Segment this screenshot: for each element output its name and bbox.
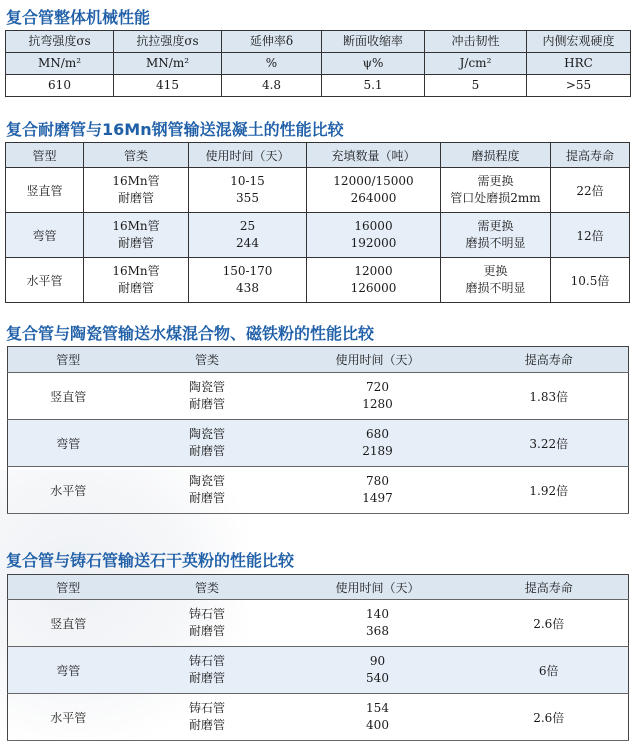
- header-cell: 使用时间（天）: [189, 143, 307, 168]
- days-value: 1280: [362, 397, 393, 411]
- pipe-kind: 耐磨管: [188, 444, 225, 458]
- header-cell: 管型: [8, 575, 129, 600]
- life-cell: 10.5倍: [551, 258, 630, 303]
- value-cell: 5: [425, 75, 527, 97]
- section4-title: 复合管与铸石管输送石干英粉的性能比较: [6, 551, 295, 570]
- pipe-kind: 耐磨管: [188, 397, 225, 411]
- pipe-kind-cell: [129, 373, 286, 420]
- unit-cell: ψ%: [322, 53, 425, 75]
- pipe-type-cell: 水平管: [8, 694, 129, 741]
- table-row: [6, 213, 630, 258]
- pipe-kind: 耐磨管: [117, 236, 154, 250]
- pipe-kind: 陶瓷管: [188, 380, 225, 394]
- table-row: [8, 373, 629, 420]
- pipe-kind-cell: [129, 647, 286, 694]
- days-value: 780: [366, 474, 389, 488]
- table-row: [6, 258, 630, 303]
- life-cell: 22倍: [551, 168, 630, 213]
- life-cell: 3.22倍: [470, 420, 629, 467]
- header-row: [8, 347, 629, 373]
- days-cell: [286, 647, 470, 694]
- days-value: 25: [239, 219, 256, 233]
- days-value: 540: [366, 671, 389, 685]
- days-value: 355: [236, 191, 259, 205]
- life-cell: 12倍: [551, 213, 630, 258]
- section2-title: 复合耐磨管与16Mn钢管输送混凝土的性能比较: [6, 120, 344, 139]
- value-cell: 4.8: [222, 75, 322, 97]
- pipe-kind-cell: [84, 258, 189, 303]
- table-row: [6, 168, 630, 213]
- header-cell: 冲击韧性: [425, 31, 527, 53]
- header-cell: 管型: [8, 347, 129, 373]
- header-row: [8, 575, 629, 600]
- life-cell: 1.83倍: [470, 373, 629, 420]
- header-row: [6, 31, 631, 53]
- days-value: 154: [366, 701, 389, 715]
- wear-value: 更换: [483, 264, 508, 278]
- life-cell: 6倍: [470, 647, 629, 694]
- pipe-type-cell: 水平管: [6, 258, 84, 303]
- pipe-kind: 耐磨管: [188, 718, 225, 732]
- life-cell: 2.6倍: [470, 694, 629, 741]
- header-row: [6, 143, 630, 168]
- pipe-kind: 耐磨管: [188, 671, 225, 685]
- wear-cell: [441, 168, 551, 213]
- pipe-kind-cell: [129, 600, 286, 647]
- pipe-kind: 铸石管: [188, 607, 225, 621]
- table-row: [8, 647, 629, 694]
- ceramic-comparison-table: [7, 346, 629, 514]
- pipe-kind-cell: [84, 168, 189, 213]
- pipe-type-cell: 弯管: [6, 213, 84, 258]
- amount-cell: [307, 258, 441, 303]
- value-cell: 5.1: [322, 75, 425, 97]
- amount-cell: [307, 168, 441, 213]
- header-cell: 充填数量（吨）: [307, 143, 441, 168]
- pipe-kind: 耐磨管: [117, 191, 154, 205]
- header-cell: 管类: [129, 347, 286, 373]
- unit-cell: %: [222, 53, 322, 75]
- table-row: [8, 467, 629, 514]
- header-cell: 抗弯强度σs: [6, 31, 114, 53]
- days-value: 90: [369, 654, 386, 668]
- wear-cell: [441, 258, 551, 303]
- days-cell: [189, 168, 307, 213]
- pipe-kind-cell: [129, 694, 286, 741]
- wear-cell: [441, 213, 551, 258]
- days-value: 680: [366, 427, 389, 441]
- days-cell: [189, 258, 307, 303]
- pipe-kind: 耐磨管: [117, 281, 154, 295]
- days-value: 720: [366, 380, 389, 394]
- days-cell: [189, 213, 307, 258]
- value-cell: 415: [114, 75, 222, 97]
- table-row: [8, 694, 629, 741]
- value-row: [6, 75, 631, 97]
- days-value: 400: [366, 718, 389, 732]
- pipe-type-cell: 竖直管: [8, 373, 129, 420]
- header-cell: 管类: [129, 575, 286, 600]
- days-value: 1497: [362, 491, 393, 505]
- unit-row: [6, 53, 631, 75]
- days-value: 244: [236, 236, 259, 250]
- pipe-type-cell: 弯管: [8, 647, 129, 694]
- days-value: 10-15: [230, 174, 265, 188]
- section1-title: 复合管整体机械性能: [6, 8, 151, 27]
- amount-value: 192000: [350, 236, 397, 250]
- header-cell: 内侧宏观硬度: [527, 31, 631, 53]
- pipe-kind-cell: [129, 420, 286, 467]
- header-cell: 使用时间（天）: [286, 347, 470, 373]
- pipe-kind: 陶瓷管: [188, 474, 225, 488]
- pipe-kind: 铸石管: [188, 654, 225, 668]
- table-row: [8, 420, 629, 467]
- header-cell: 提高寿命: [470, 575, 629, 600]
- header-cell: 管类: [84, 143, 189, 168]
- life-cell: 2.6倍: [470, 600, 629, 647]
- wear-value: 磨损不明显: [465, 236, 526, 250]
- unit-cell: J/cm²: [425, 53, 527, 75]
- header-cell: 使用时间（天）: [286, 575, 470, 600]
- days-value: 438: [236, 281, 259, 295]
- table-row: [8, 600, 629, 647]
- unit-cell: HRC: [527, 53, 631, 75]
- value-cell: >55: [527, 75, 631, 97]
- unit-cell: MN/m²: [6, 53, 114, 75]
- pipe-kind: 耐磨管: [188, 491, 225, 505]
- pipe-type-cell: 水平管: [8, 467, 129, 514]
- pipe-type-cell: 竖直管: [8, 600, 129, 647]
- days-cell: [286, 467, 470, 514]
- life-cell: 1.92倍: [470, 467, 629, 514]
- header-cell: 提高寿命: [470, 347, 629, 373]
- header-cell: 延伸率δ: [222, 31, 322, 53]
- days-cell: [286, 600, 470, 647]
- pipe-kind: 陶瓷管: [188, 427, 225, 441]
- pipe-kind-cell: [84, 213, 189, 258]
- pipe-type-cell: 竖直管: [6, 168, 84, 213]
- amount-value: 16000: [354, 219, 393, 233]
- wear-value: 需更换: [477, 219, 514, 233]
- amount-value: 12000: [354, 264, 393, 278]
- concrete-comparison-table: [5, 142, 630, 303]
- pipe-kind: 铸石管: [188, 701, 225, 715]
- amount-value: 126000: [350, 281, 397, 295]
- amount-cell: [307, 213, 441, 258]
- wear-value: 管口处磨损2mm: [450, 191, 541, 205]
- unit-cell: MN/m²: [114, 53, 222, 75]
- wear-value: 磨损不明显: [465, 281, 526, 295]
- amount-value: 264000: [350, 191, 397, 205]
- cast-stone-comparison-table: [7, 574, 629, 741]
- days-value: 368: [366, 624, 389, 638]
- days-cell: [286, 694, 470, 741]
- days-value: 140: [366, 607, 389, 621]
- wear-value: 需更换: [477, 174, 514, 188]
- pipe-kind: 16Mn管: [112, 219, 160, 233]
- days-value: 2189: [362, 444, 393, 458]
- pipe-kind: 耐磨管: [188, 624, 225, 638]
- pipe-type-cell: 弯管: [8, 420, 129, 467]
- header-cell: 断面收缩率: [322, 31, 425, 53]
- days-value: 150-170: [222, 264, 273, 278]
- amount-value: 12000/15000: [333, 174, 414, 188]
- header-cell: 抗拉强度σs: [114, 31, 222, 53]
- section3-title: 复合管与陶瓷管输送水煤混合物、磁铁粉的性能比较: [6, 324, 375, 343]
- header-cell: 提高寿命: [551, 143, 630, 168]
- value-cell: 610: [6, 75, 114, 97]
- pipe-kind: 16Mn管: [112, 174, 160, 188]
- header-cell: 磨损程度: [441, 143, 551, 168]
- mechanical-properties-table: [5, 30, 631, 97]
- pipe-kind: 16Mn管: [112, 264, 160, 278]
- pipe-kind-cell: [129, 467, 286, 514]
- days-cell: [286, 420, 470, 467]
- days-cell: [286, 373, 470, 420]
- header-cell: 管型: [6, 143, 84, 168]
